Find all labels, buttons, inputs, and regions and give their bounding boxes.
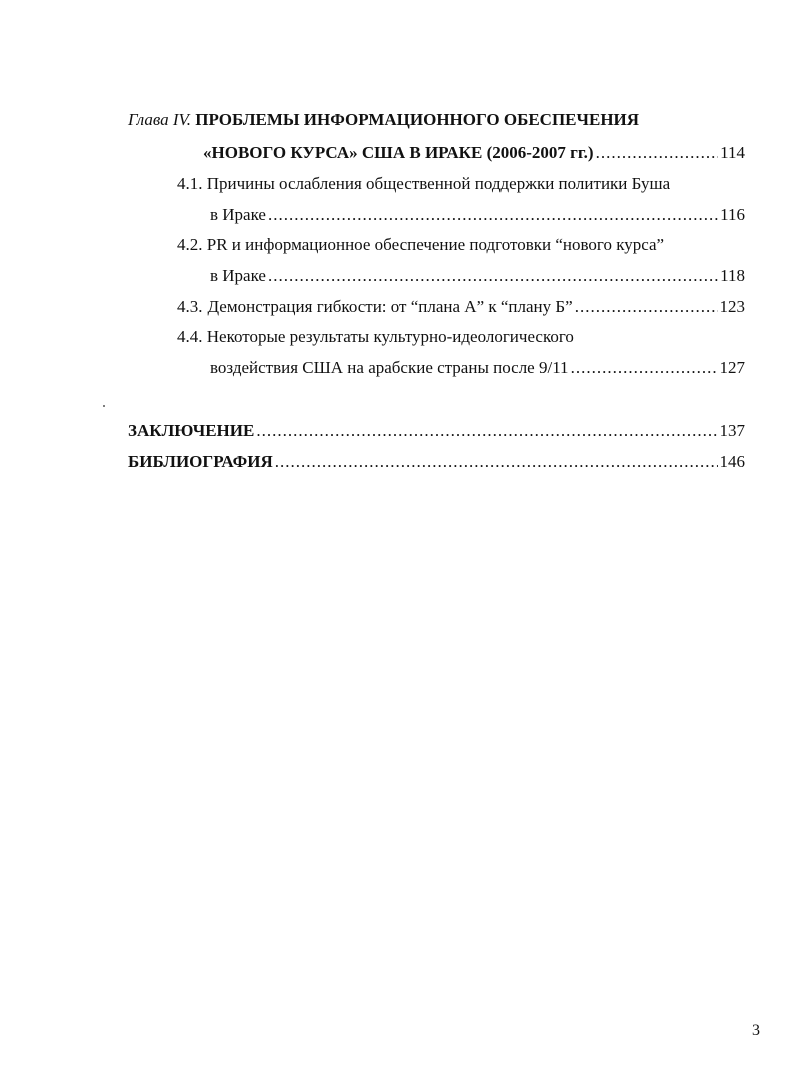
- section-title-cont: в Ираке: [210, 205, 266, 224]
- toc-entry-4-2-line2: [210, 266, 745, 286]
- page-ref: 146: [719, 452, 745, 471]
- page-ref: 114: [720, 143, 745, 162]
- chapter-title-line2: «НОВОГО КУРСА» США В ИРАКЕ (2006-2007 гг.): [203, 143, 594, 162]
- toc-entry-conclusion: [128, 421, 745, 441]
- section-number: 4.1.: [177, 174, 203, 193]
- bibliography-title: БИБЛИОГРАФИЯ: [128, 452, 273, 471]
- dot-leader: [268, 205, 718, 225]
- section-number: 4.2.: [177, 235, 203, 254]
- chapter-title-line1: ПРОБЛЕМЫ ИНФОРМАЦИОННОГО ОБЕСПЕЧЕНИЯ: [195, 110, 640, 129]
- toc-entry-4-1-line2: [210, 205, 745, 225]
- conclusion-title: ЗАКЛЮЧЕНИЕ: [128, 421, 255, 440]
- dot-leader: [571, 358, 718, 378]
- dot-leader: [275, 452, 718, 472]
- section-title-cont: воздействия США на арабские страны после 9/11: [210, 358, 569, 377]
- section-number: 4.3.: [177, 297, 203, 316]
- page-ref: 118: [720, 266, 745, 285]
- page-ref: 116: [720, 205, 745, 224]
- toc-entry-chapter4: [203, 143, 745, 163]
- page-ref: 127: [719, 358, 745, 377]
- section-number: 4.4.: [177, 327, 203, 346]
- page-ref: 137: [719, 421, 745, 440]
- stray-dot: [103, 405, 105, 407]
- toc-entry-bibliography: [128, 452, 745, 472]
- page-number: 3: [752, 1022, 760, 1039]
- section-title: PR и информационное обеспечение подготовки “нового курса”: [206, 235, 665, 254]
- page-ref: 123: [719, 297, 745, 316]
- section-title: Демонстрация гибкости: от “плана А” к “плану Б”: [207, 297, 573, 316]
- section-title: Некоторые результаты культурно-идеологического: [206, 327, 574, 346]
- toc-entry-4-3: [177, 297, 745, 317]
- toc-entry-4-4-line2: [210, 358, 745, 378]
- toc-entry-4-4-line1: [177, 327, 574, 347]
- section-title: Причины ослабления общественной поддержки политики Буша: [206, 174, 671, 193]
- chapter-heading-line1: [128, 110, 639, 130]
- toc-entry-4-2-line1: [177, 235, 664, 255]
- dot-leader: [596, 143, 719, 163]
- section-title-cont: в Ираке: [210, 266, 266, 285]
- dot-leader: [575, 297, 718, 317]
- chapter-prefix: Глава IV.: [128, 110, 192, 129]
- toc-entry-4-1-line1: [177, 174, 670, 194]
- dot-leader: [268, 266, 718, 286]
- dot-leader: [256, 421, 717, 441]
